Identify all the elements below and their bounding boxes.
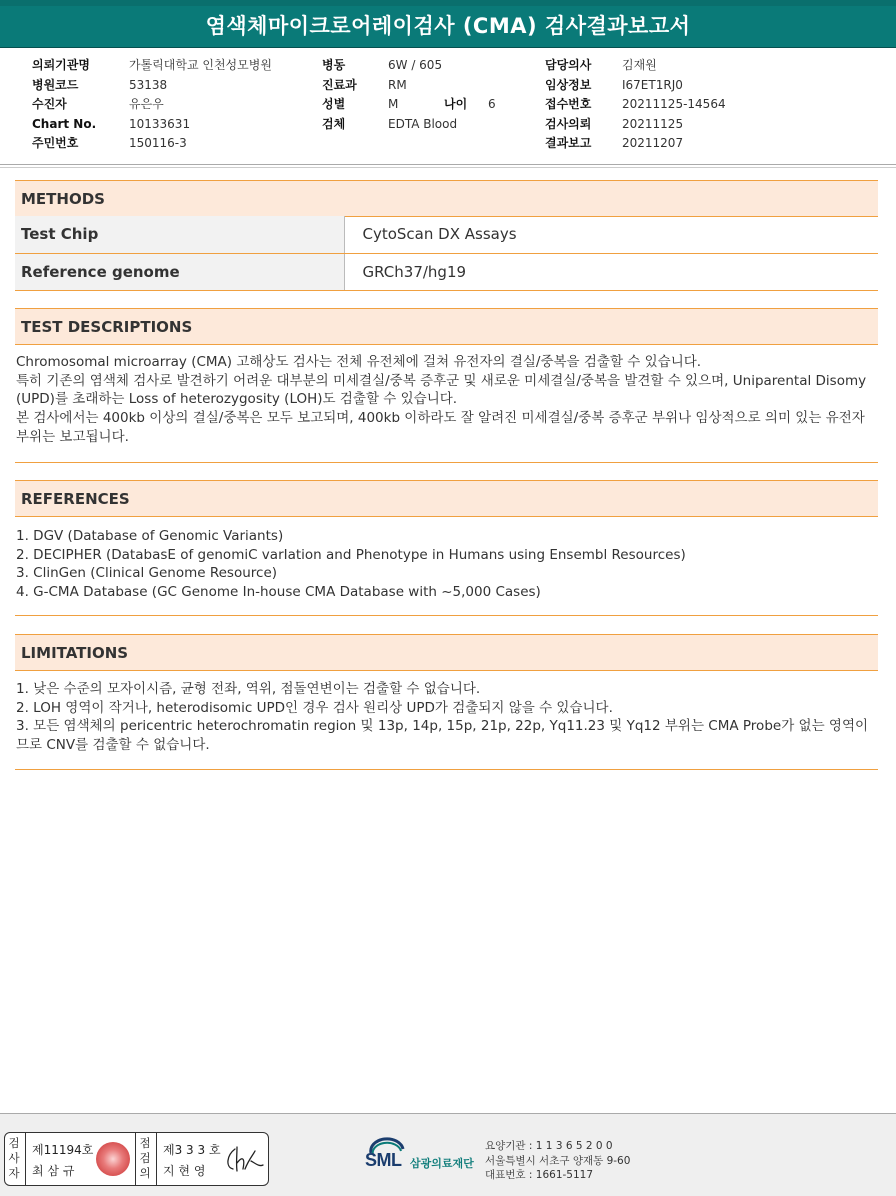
reviewer-number: 제3 3 3 호 — [163, 1143, 221, 1157]
info-line: 요양기관 : 1 1 3 6 5 2 0 0 — [485, 1140, 613, 1152]
info-value: EDTA Blood — [388, 116, 458, 131]
description-line: 특히 기존의 염색체 검사로 발견하기 어려운 대부분의 미세결실/중복 증후군 및 새로운 미세결실/중복을 발견할 수 있으며, Uniparental Disomy (UPD)를 초래하는 Loss of heterozygosity (LOH)도 검출할 수 있습니다. — [16, 372, 867, 408]
section-divider — [15, 615, 878, 616]
info-row — [545, 76, 726, 96]
info-row — [545, 95, 726, 115]
inspector-name: 최 삼 규 — [32, 1164, 75, 1178]
info-row — [32, 56, 272, 76]
institution-info — [485, 1139, 630, 1183]
signature-box — [4, 1132, 269, 1186]
org-name: 삼광의료재단 — [410, 1157, 474, 1170]
methods-value: CytoScan DX Assays — [344, 216, 878, 253]
report-title: 염색체마이크로어레이검사 (CMA) 검사결과보고서 — [0, 0, 896, 48]
info-value: 150116-3 — [129, 136, 187, 150]
info-row — [322, 95, 496, 115]
methods-key: Test Chip — [15, 216, 344, 253]
logo-text: SML — [365, 1150, 402, 1170]
section-divider — [15, 769, 878, 770]
seal-stamp — [96, 1142, 130, 1176]
list-item: 3. ClinGen (Clinical Genome Resource) — [16, 565, 278, 582]
info-key: 병동 — [322, 58, 346, 72]
info-key: 성별 — [322, 97, 346, 111]
info-key: 의뢰기관명 — [32, 58, 90, 72]
methods-value: GRCh37/hg19 — [344, 253, 878, 290]
list-item: 1. DGV (Database of Genomic Variants) — [16, 528, 284, 544]
list-item: 1. 낮은 수준의 모자이시즘, 균형 전좌, 역위, 점돌연변이는 검출할 수 없습니다. — [16, 681, 481, 697]
info-value: 김재원 — [622, 58, 657, 72]
info-row — [545, 115, 726, 135]
info-value: M — [388, 97, 399, 111]
info-column-2 — [322, 56, 496, 134]
description-line: Chromosomal microarray (CMA) 고해상도 검사는 전체 유전체에 걸쳐 유전자의 결실/중복을 검출할 수 있습니다. — [16, 354, 702, 370]
description-line: 본 검사에서는 400kb 이상의 결실/중복은 모두 보고되며, 400kb 이하라도 잘 알려진 미세결실/중복 증후군 부위나 임상적으로 의미 있는 유전자 부위는 보고됩니다. — [16, 410, 865, 445]
info-value: 6W / 605 — [388, 58, 443, 72]
references-heading: REFERENCES — [15, 480, 878, 517]
info-key: 결과보고 — [545, 136, 592, 150]
info-value: I67ET1RJ0 — [622, 77, 683, 92]
info-row — [32, 95, 272, 115]
list-item: 3. 모든 염색체의 pericentric heterochromatin region 및 13p, 14p, 15p, 21p, 22p, Yq11.23 및 Yq12 부위는 CMA Probe가 없는 영역이므로 CNV를 검출할 수 없습니다. — [16, 718, 869, 754]
table-row — [15, 253, 878, 290]
info-row — [32, 134, 272, 154]
limitations-list — [16, 680, 878, 755]
divider — [135, 1133, 136, 1185]
methods-table — [15, 216, 878, 291]
age-value: 6 — [488, 97, 496, 111]
info-value: 20211125-14564 — [622, 97, 726, 111]
info-line: 서울특별시 서초구 양재동 9-60 — [485, 1154, 631, 1167]
info-row — [322, 76, 496, 96]
footer-divider — [0, 1113, 896, 1114]
info-column-3 — [545, 56, 726, 154]
divider — [25, 1133, 26, 1185]
age-key: 나이 — [444, 97, 468, 111]
methods-heading: METHODS — [15, 180, 878, 217]
info-value: 53138 — [129, 77, 168, 92]
info-row — [32, 115, 272, 135]
info-value: 20211125 — [622, 116, 684, 131]
list-item: 4. G-CMA Database (GC Genome In-house CMA Database with ~5,000 Cases) — [16, 584, 541, 601]
list-item: 2. DECIPHER (DatabasE of genomiC varIation and Phenotype in Humans using Ensembl Resources) — [16, 546, 686, 563]
info-key: 검체 — [322, 116, 346, 131]
info-row — [322, 56, 496, 76]
inspector-number: 제11194호 — [32, 1143, 94, 1157]
table-row — [15, 216, 878, 253]
info-row — [545, 134, 726, 154]
sml-logo — [365, 1137, 409, 1179]
test-descriptions-body — [16, 353, 878, 447]
info-key: 검사의뢰 — [545, 116, 592, 131]
info-value: 유은우 — [129, 97, 164, 111]
info-key: 진료과 — [322, 77, 357, 92]
info-key: 임상정보 — [545, 77, 592, 92]
info-column-1 — [32, 56, 272, 154]
info-value: 가톨릭대학교 인천성모병원 — [129, 58, 272, 72]
header-divider — [0, 167, 896, 168]
methods-key: Reference genome — [15, 253, 344, 290]
info-key: 담당의사 — [545, 58, 592, 72]
references-list — [16, 527, 878, 602]
reviewer-name: 지 현 영 — [163, 1164, 206, 1178]
info-value: 10133631 — [129, 116, 191, 131]
list-item: 2. LOH 영역이 작거나, heterodisomic UPD인 경우 검사 원리상 UPD가 검출되지 않을 수 있습니다. — [16, 699, 613, 716]
info-line: 대표번호 : 1661-5117 — [485, 1169, 594, 1181]
header-divider — [0, 164, 896, 165]
info-row — [32, 76, 272, 96]
info-key: 접수번호 — [545, 97, 592, 111]
inspector-label: 검 사 자 — [8, 1136, 20, 1180]
info-value: RM — [388, 77, 407, 92]
info-value: 20211207 — [622, 136, 684, 150]
test-descriptions-heading: TEST DESCRIPTIONS — [15, 308, 878, 345]
info-key: Chart No. — [32, 116, 97, 131]
signature-icon — [223, 1145, 265, 1175]
info-key: 수진자 — [32, 97, 67, 111]
info-row — [545, 56, 726, 76]
reviewer-label: 점 검 의 — [139, 1136, 151, 1180]
info-row — [322, 115, 496, 135]
limitations-heading: LIMITATIONS — [15, 634, 878, 671]
info-key: 병원코드 — [32, 77, 79, 92]
info-key: 주민번호 — [32, 136, 79, 150]
divider — [156, 1133, 157, 1185]
section-divider — [15, 462, 878, 463]
